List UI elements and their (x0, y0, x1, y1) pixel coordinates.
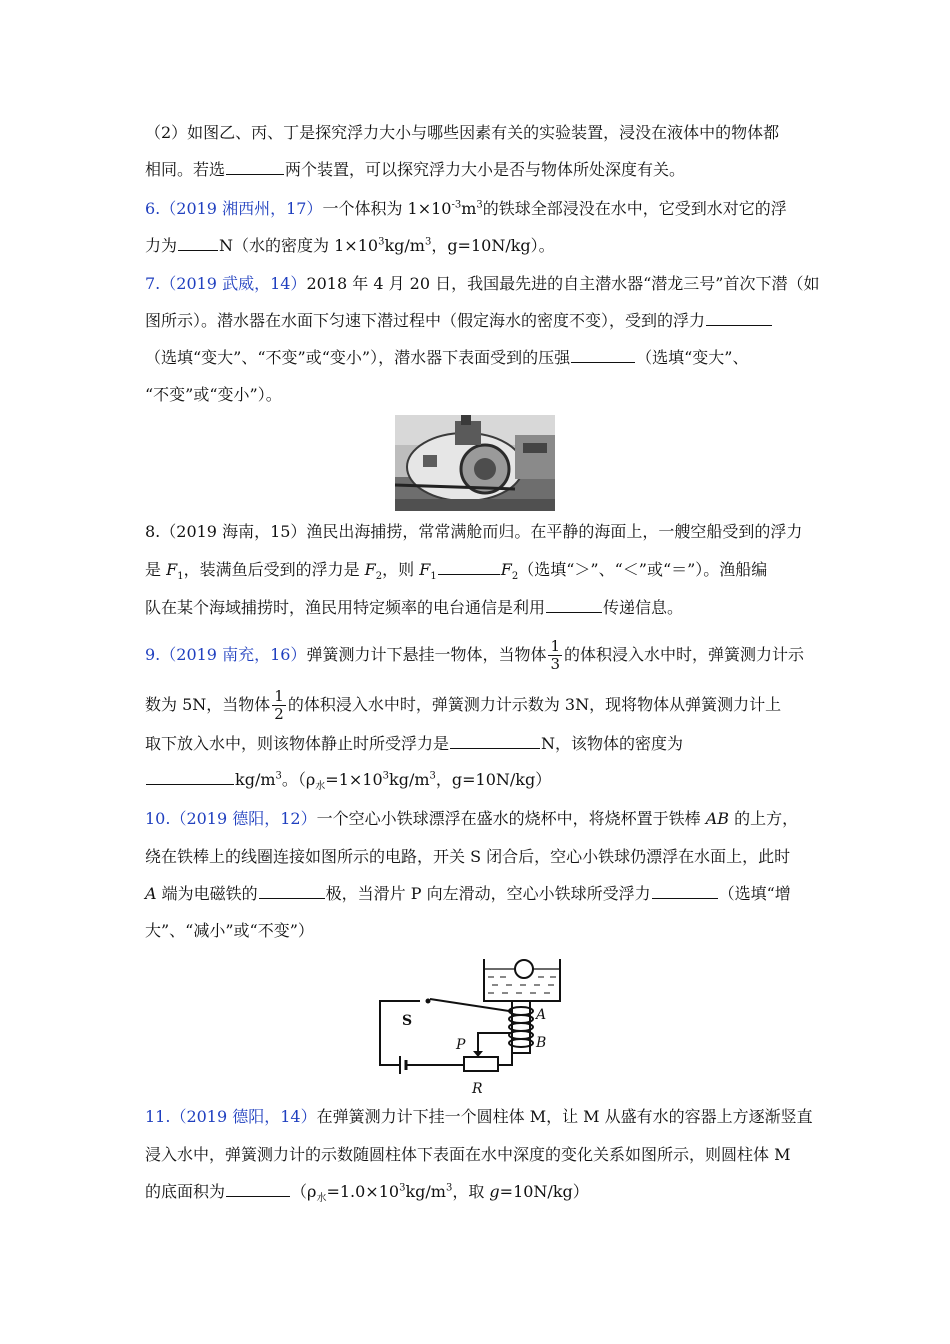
q5-text: （2）如图乙、丙、丁是探究浮力大小与哪些因素有关的实验装置，浸没在液体中的物体都 (145, 123, 780, 142)
q8-line-3 (145, 596, 815, 620)
superscript: 3 (429, 770, 436, 782)
label-S: S (402, 1013, 413, 1029)
q8-text: ，装满鱼后受到的浮力是 (183, 560, 365, 579)
q11-text: 在弹簧测力计下挂一个圆柱体 M，让 M 从盛有水的容器上方逐渐竖直 (316, 1107, 813, 1126)
subscript: 2 (375, 571, 383, 583)
q6-text: kg/m (384, 236, 425, 255)
switch-pivot (426, 999, 431, 1004)
rod-label: AB (705, 809, 730, 828)
q9-line-3 (145, 732, 815, 756)
answer-blank[interactable] (259, 884, 325, 899)
superscript: 3 (275, 770, 282, 782)
q11-text: kg/m (405, 1182, 446, 1201)
q7-line-2 (145, 309, 815, 333)
force-symbol: F (166, 560, 178, 579)
fraction-denominator: 2 (274, 705, 284, 723)
q11-text: =1.0×10 (326, 1182, 400, 1201)
question-source: 6.（2019 湘西州，17） (145, 199, 323, 218)
q10-line-2 (145, 845, 815, 869)
superscript: 3 (399, 1182, 406, 1194)
subscript: 2 (511, 571, 519, 583)
answer-blank[interactable] (571, 348, 635, 363)
q8-text: （选填“＞”、“＜”或“＝”）。渔船编 (518, 560, 768, 579)
q7-text: 图所示）。潜水器在水面下匀速下潜过程中（假定海水的密度不变），受到的浮力 (145, 311, 706, 330)
label-B: B (536, 1035, 547, 1051)
answer-blank[interactable] (438, 560, 500, 575)
q11-text: 浸入水中，弹簧测力计的示数随圆柱体下表面在水中深度的变化关系如图所示，则圆柱体 M (145, 1145, 791, 1164)
q5-line-2 (145, 158, 815, 182)
answer-blank[interactable] (546, 598, 602, 613)
submersible-illustration (395, 415, 555, 511)
q5-text: 两个装置，可以探究浮力大小是否与物体所处深度有关。 (285, 160, 686, 179)
superscript: 3 (424, 236, 432, 248)
q7-text: “不变”或“变小”）。 (145, 385, 282, 404)
subscript: 1 (430, 571, 437, 583)
q10-line-4 (145, 919, 815, 943)
iron-ball (515, 960, 533, 978)
subscript: 1 (177, 571, 184, 583)
slider-wire (478, 1033, 512, 1053)
q6-text: ，g=10N/kg）。 (431, 236, 555, 255)
q7-line-4 (145, 383, 815, 407)
wire-left (380, 1001, 412, 1065)
force-symbol: F (500, 560, 512, 579)
end-label: A (145, 884, 157, 903)
q8-text: 8.（2019 海南，15）渔民出海捕捞，常常满舱而归。在平静的海面上，一艘空船受到的浮力 (145, 522, 803, 541)
superscript: 3 (476, 199, 483, 211)
q11-text: =10N/kg） (499, 1182, 589, 1201)
q10-text: 端为电磁铁的 (156, 884, 258, 903)
q9-text: 的体积浸入水中时，弹簧测力计示数为 3N，现将物体从弹簧测力计上 (287, 695, 782, 714)
q7-text: （选填“变大”、 (636, 348, 749, 367)
q7-text: 2018 年 4 月 20 日，我国最先进的自主潜水器“潜龙三号”首次下潜（如 (306, 274, 820, 293)
fraction-numerator: 1 (550, 637, 560, 655)
q8-text: 队在某个海域捕捞时，渔民用特定频率的电台通信是利用 (145, 598, 546, 617)
q9-text: ，g=10N/kg） (435, 770, 552, 789)
question-source: 7.（2019 武威，14） (145, 274, 307, 293)
q10-text: 极，当滑片 P 向左滑动，空心小铁球所受浮力 (325, 884, 651, 903)
answer-blank[interactable] (226, 1182, 290, 1197)
q10-line-3 (145, 882, 815, 906)
q10-text: 一个空心小铁球漂浮在盛水的烧杯中，将烧杯置于铁棒 (316, 809, 706, 828)
q10-text: 的上方， (729, 809, 799, 828)
fraction-numerator: 1 (274, 687, 284, 705)
fraction-one-half (272, 688, 286, 723)
q11-text: ，取 (452, 1182, 490, 1201)
water-hatching (488, 977, 556, 993)
q7-line-1 (145, 272, 820, 296)
q5-line-1 (145, 121, 815, 145)
q9-text: 取下放入水中，则该物体静止时所受浮力是 (145, 734, 450, 753)
fraction-one-third (548, 638, 562, 673)
q9-text: 。（ρ (281, 770, 316, 789)
label-A: A (536, 1007, 547, 1023)
answer-blank[interactable] (652, 884, 718, 899)
circuit-diagram (372, 953, 577, 1098)
q9-text: 数为 5N，当物体 (145, 695, 271, 714)
q6-text: 力为 (145, 236, 178, 255)
answer-blank[interactable] (706, 311, 772, 326)
q11-line-3 (145, 1180, 815, 1204)
q8-text: 传递信息。 (603, 598, 684, 617)
q6-text: 一个体积为 1×10 (322, 199, 452, 218)
q9-text: N，该物体的密度为 (541, 734, 684, 753)
q11-text: 的底面积为 (145, 1182, 226, 1201)
q9-text: 弹簧测力计下悬挂一物体，当物体 (306, 645, 547, 664)
q9-line-4 (145, 768, 815, 792)
q9-text: kg/m (235, 770, 276, 789)
force-symbol: F (419, 560, 431, 579)
q6-text: m (461, 199, 477, 218)
superscript: 3 (445, 1182, 453, 1194)
superscript: -3 (451, 199, 462, 211)
q7-line-3 (145, 346, 815, 370)
answer-blank[interactable] (178, 236, 218, 251)
rheostat (464, 1057, 498, 1071)
q6-line-2 (145, 234, 815, 258)
fraction-denominator: 3 (550, 655, 560, 673)
q10-text: 绕在铁棒上的线圈连接如图所示的电路，开关 S 闭合后，空心小铁球仍漂浮在水面上，此时 (145, 847, 791, 866)
q6-text: 的铁球全部浸没在水中，它受到水对它的浮 (482, 199, 787, 218)
q8-text: 是 (145, 560, 167, 579)
question-source: 11.（2019 德阳，14） (145, 1107, 317, 1126)
question-source: 10.（2019 德阳，12） (145, 809, 317, 828)
q10-line-1 (145, 807, 815, 831)
gravity-symbol: g (489, 1182, 500, 1201)
q9-text: =1×10 (325, 770, 383, 789)
label-P: P (456, 1037, 466, 1053)
q9-text: 的体积浸入水中时，弹簧测力计示 (564, 645, 805, 664)
q8-text: ，则 (382, 560, 420, 579)
circuit-svg (372, 953, 577, 1098)
q6-line-1 (145, 197, 815, 221)
q9-text: kg/m (389, 770, 430, 789)
q8-line-1 (145, 520, 815, 544)
force-symbol: F (364, 560, 376, 579)
q10-text: （选填“增 (718, 884, 791, 903)
q11-text: （ρ (291, 1182, 317, 1201)
answer-blank[interactable] (450, 734, 540, 749)
q10-text: 大”、“减小”或“不变”） (145, 921, 314, 940)
q11-line-1 (145, 1105, 815, 1129)
question-source: 9.（2019 南充，16） (145, 645, 307, 664)
q5-text: 相同。若选 (145, 160, 226, 179)
wire-right (498, 1051, 512, 1065)
subscript: 水 (316, 1193, 327, 1205)
answer-blank[interactable] (226, 160, 284, 175)
superscript: 3 (382, 770, 390, 782)
q7-text: （选填“变大”、“不变”或“变小”），潜水器下表面受到的压强 (145, 348, 571, 367)
answer-blank[interactable] (146, 770, 234, 785)
q11-line-2 (145, 1143, 815, 1167)
q9-line-1 (145, 638, 815, 673)
q6-text: N（水的密度为 1×10 (219, 236, 379, 255)
superscript: 3 (378, 236, 385, 248)
subscript: 水 (315, 781, 326, 793)
iron-rod (512, 1001, 530, 1053)
submersible-photo (395, 415, 555, 511)
label-R: R (472, 1081, 483, 1097)
q8-line-2 (145, 558, 815, 582)
q9-line-2 (145, 688, 815, 723)
